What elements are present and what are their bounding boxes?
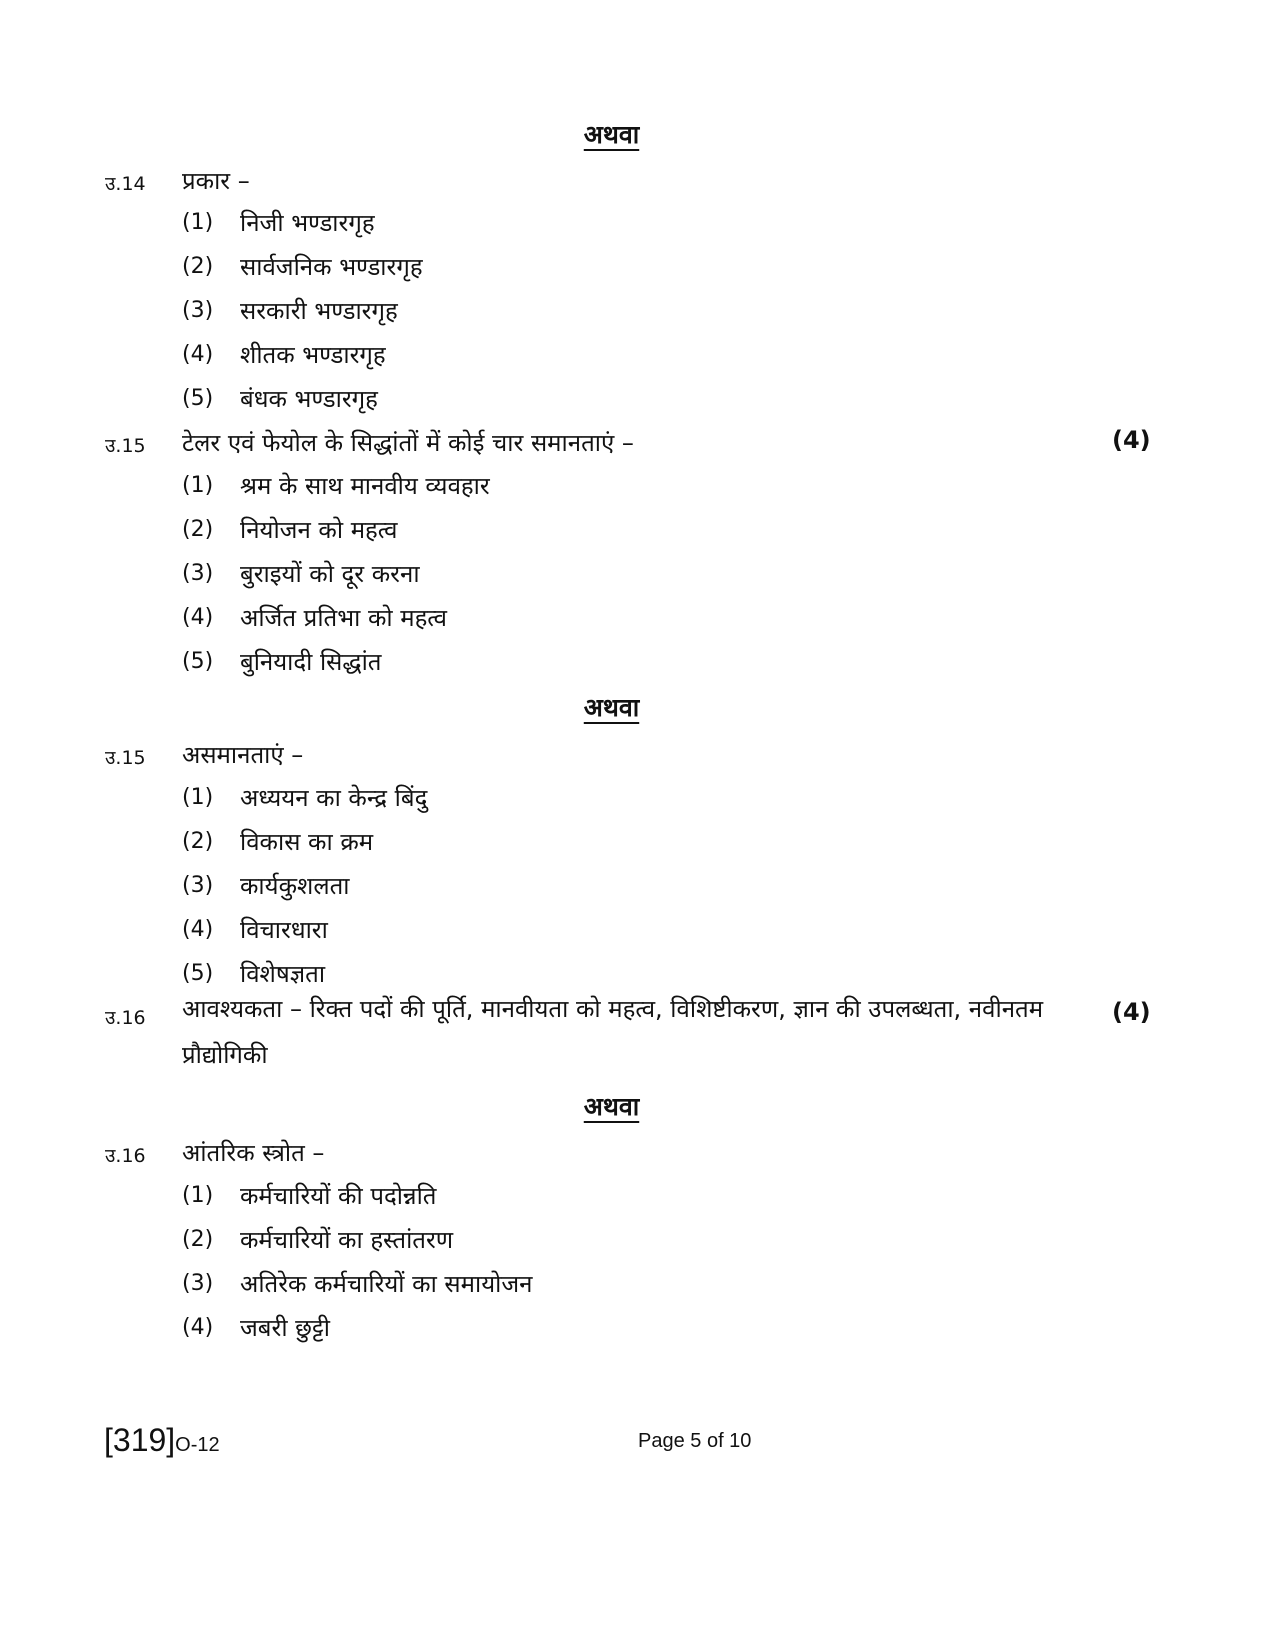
item-text: श्रम के साथ मानवीय व्यवहार (240, 472, 490, 500)
marks-label: (4) (1112, 998, 1151, 1026)
item-text: शीतक भण्डारगृह (240, 341, 386, 369)
item-number: (4) (182, 917, 214, 942)
item-number: (1) (182, 210, 214, 235)
item-number: (5) (182, 386, 214, 411)
question-number: उ.14 (105, 173, 146, 195)
question-number: उ.15 (105, 747, 146, 769)
item-number: (3) (182, 561, 214, 586)
item-text: जबरी छुट्टी (240, 1314, 330, 1342)
item-text: अध्ययन का केन्द्र बिंदु (240, 784, 428, 812)
item-number: (1) (182, 785, 214, 810)
item-text: विचारधारा (240, 916, 328, 944)
or-heading (0, 690, 1223, 724)
question-number: उ.16 (105, 1007, 146, 1029)
item-text: कर्मचारियों की पदोन्नति (240, 1182, 437, 1210)
item-text: विकास का क्रम (240, 828, 374, 856)
item-number: (2) (182, 254, 214, 279)
paper-code-sub: O-12 (175, 1434, 220, 1456)
or-heading (0, 117, 1223, 151)
item-text: कार्यकुशलता (240, 872, 350, 900)
item-number: (4) (182, 605, 214, 630)
or-heading-text: अथवा (583, 120, 640, 149)
or-heading-text: अथवा (583, 1092, 640, 1121)
question-text: प्रकार – (182, 167, 250, 195)
item-text: बंधक भण्डारगृह (240, 385, 378, 413)
paper-code-main: [319] (104, 1422, 176, 1458)
item-text: सरकारी भण्डारगृह (240, 297, 398, 325)
item-number: (1) (182, 1183, 214, 1208)
question-text: आंतरिक स्त्रोत – (182, 1139, 325, 1167)
item-text: सार्वजनिक भण्डारगृह (240, 253, 423, 281)
item-number: (2) (182, 1227, 214, 1252)
item-number: (1) (182, 473, 214, 498)
item-text: अतिरेक कर्मचारियों का समायोजन (240, 1270, 533, 1298)
question-text: असमानताएं – (182, 741, 304, 769)
or-heading-text: अथवा (583, 693, 640, 722)
item-number: (2) (182, 829, 214, 854)
question-number: उ.16 (105, 1145, 146, 1167)
item-number: (4) (182, 342, 214, 367)
question-text: टेलर एवं फेयोल के सिद्धांतों में कोई चार समानताएं – (182, 429, 634, 457)
item-number: (2) (182, 517, 214, 542)
item-text: निजी भण्डारगृह (240, 209, 375, 237)
item-number: (3) (182, 873, 214, 898)
question-text: आवश्यकता – रिक्त पदों की पूर्ति, मानवीयता को महत्व, विशिष्टीकरण, ज्ञान की उपलब्धता, नवीनतम प्रौद्योगिकी (182, 995, 1044, 1069)
item-text: विशेषज्ञता (240, 960, 326, 988)
marks-label: (4) (1112, 426, 1151, 454)
or-heading (0, 1089, 1223, 1123)
question-number: उ.15 (105, 435, 146, 457)
item-number: (3) (182, 1271, 214, 1296)
paper-code (104, 1422, 220, 1459)
item-text: अर्जित प्रतिभा को महत्व (240, 604, 448, 632)
item-number: (4) (182, 1315, 214, 1340)
item-text: कर्मचारियों का हस्तांतरण (240, 1226, 454, 1254)
item-text: नियोजन को महत्व (240, 516, 398, 544)
item-number: (5) (182, 649, 214, 674)
item-text: बुराइयों को दूर करना (240, 560, 420, 588)
item-text: बुनियादी सिद्धांत (240, 648, 382, 676)
item-number: (5) (182, 961, 214, 986)
page-number: Page 5 of 10 (638, 1430, 752, 1452)
item-number: (3) (182, 298, 214, 323)
